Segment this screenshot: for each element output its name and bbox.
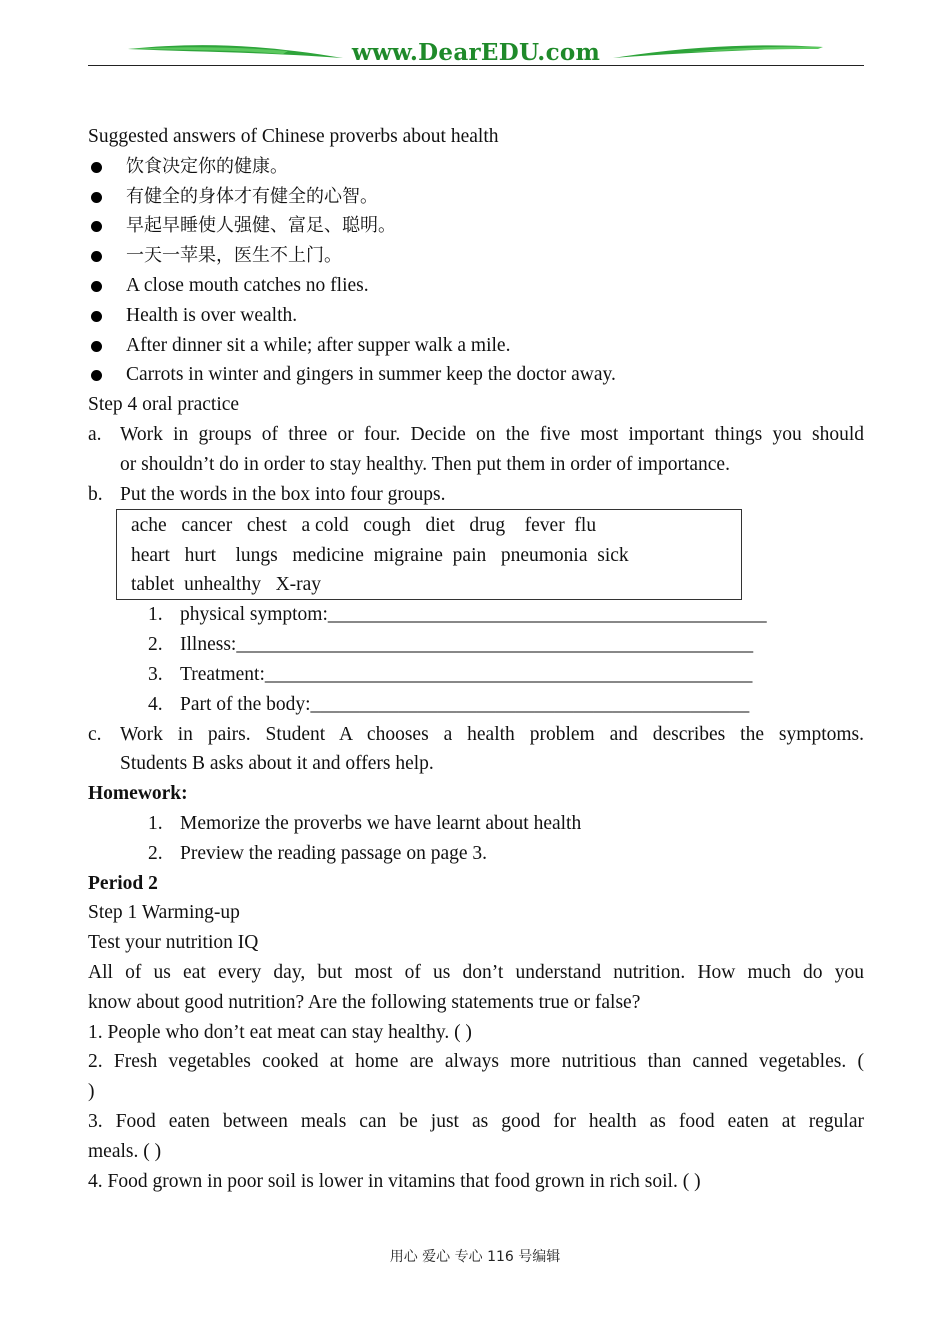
bullet-icon — [91, 341, 102, 352]
document-body — [88, 122, 864, 1196]
proverb-item: Health is over wealth. — [88, 301, 864, 331]
question-3-line1: 3. Food eaten between meals can be just as good for health as food eaten at regular — [88, 1110, 864, 1132]
step4-title: Step 4 oral practice — [88, 394, 240, 416]
header-rule — [88, 65, 864, 66]
intro-line2: know about good nutrition? Are the following statements true or false? — [88, 991, 641, 1013]
site-url-logo: www.DearEDU.com — [351, 39, 601, 66]
item-c-line2: Students B asks about it and offers help. — [120, 753, 434, 775]
proverb-item: A close mouth catches no flies. — [88, 271, 864, 301]
group-item-physical-symptom: 1. physical symptom:_____________________________________________ — [148, 604, 767, 626]
homework-item: 1. Memorize the proverbs we have learnt about health — [148, 812, 582, 834]
item-a-line2: or shouldn’t do in order to stay healthy. Then put them in order of importance. — [120, 453, 730, 475]
question-4: 4. Food grown in poor soil is lower in vitamins that food grown in rich soil. ( ) — [88, 1170, 701, 1192]
proverb-item: After dinner sit a while; after supper walk a mile. — [88, 331, 864, 361]
quiz-title: Test your nutrition IQ — [88, 932, 259, 954]
page-header — [88, 38, 864, 68]
page-footer: 用心 爱心 专心 116 号编辑 — [389, 1249, 561, 1265]
homework-item: 2. Preview the reading passage on page 3. — [148, 842, 488, 864]
homework-title: Homework: — [88, 783, 188, 805]
bullet-icon — [91, 192, 102, 203]
bullet-icon — [91, 251, 102, 262]
word-box-row: tablet unhealthy X-ray — [131, 574, 322, 596]
group-item-part-of-body: 4. Part of the body:_____________________________________________ — [148, 693, 750, 715]
question-2-line2: ) — [88, 1081, 95, 1103]
item-a-line1: a. Work in groups of three or four. Decide on the five most important things you should — [88, 420, 864, 450]
group-item-treatment: 3. Treatment:__________________________________________________ — [148, 663, 753, 685]
intro-line1: All of us eat every day, but most of us don’t understand nutrition. How much do you — [88, 961, 864, 983]
item-b: b. Put the words in the box into four groups. — [88, 480, 864, 510]
bullet-icon — [91, 281, 102, 292]
item-b-mark: b. — [88, 483, 103, 505]
bullet-icon — [91, 311, 102, 322]
question-1: 1. People who don’t eat meat can stay healthy. ( ) — [88, 1021, 472, 1043]
proverb-item: 有健全的身体才有健全的心智。 — [88, 182, 864, 212]
proverb-item: 饮食决定你的健康。 — [88, 152, 864, 182]
bullet-icon — [91, 162, 102, 173]
period2-title: Period 2 — [88, 872, 158, 894]
group-item-illness: 2. Illness:_____________________________________________________ — [148, 634, 754, 656]
item-c-line1: c. Work in pairs. Student A chooses a health problem and describes the symptoms. — [88, 720, 864, 750]
word-box-row: heart hurt lungs medicine migraine pain pneumonia sick — [131, 544, 629, 566]
item-a-mark: a. — [88, 423, 102, 445]
word-box — [116, 509, 742, 600]
proverb-item: Carrots in winter and gingers in summer keep the doctor away. — [88, 360, 864, 390]
question-3-line2: meals. ( ) — [88, 1140, 162, 1162]
proverbs-title: Suggested answers of Chinese proverbs about health — [88, 126, 499, 147]
proverb-item: 早起早睡使人强健、富足、聪明。 — [88, 211, 864, 241]
item-c-mark: c. — [88, 723, 102, 745]
question-2-line1: 2. Fresh vegetables cooked at home are always more nutritious than canned vegetables. ( — [88, 1051, 864, 1073]
bullet-icon — [91, 221, 102, 232]
word-box-row: ache cancer chest a cold cough diet drug fever flu — [131, 515, 597, 537]
proverb-item: 一天一苹果，医生不上门。 — [88, 241, 864, 271]
bullet-icon — [91, 370, 102, 381]
step1-title: Step 1 Warming-up — [88, 902, 240, 924]
